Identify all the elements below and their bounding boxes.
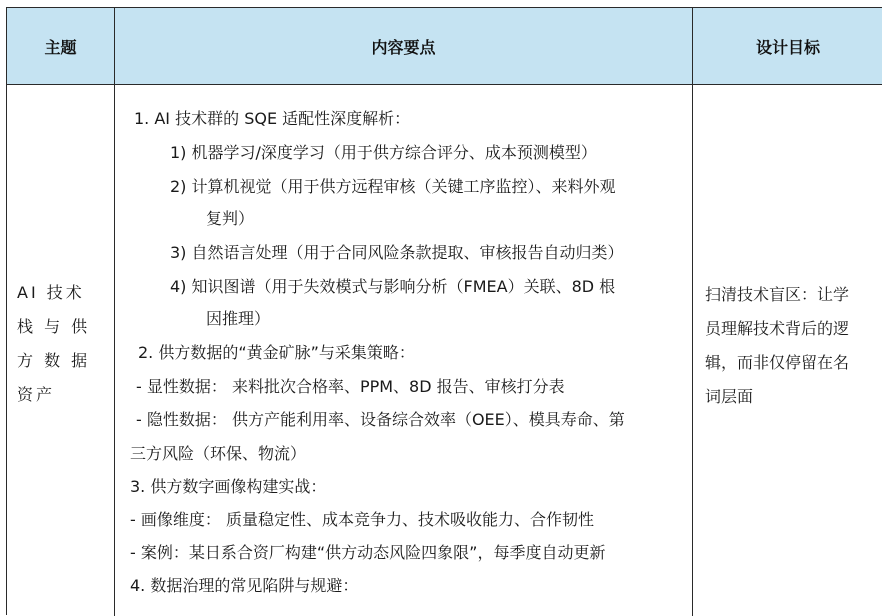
content-line: 4) 知识图谱（用于失效模式与影响分析（FMEA）关联、8D 根 (170, 277, 616, 296)
goal-line: 扫清技术盲区：让学 (705, 285, 850, 304)
content-line: 1. AI 技术群的 SQE 适配性深度解析： (134, 109, 411, 128)
content-line: 因推理） (206, 309, 271, 328)
content-line: 3. 供方数字画像构建实战： (130, 477, 327, 496)
goal-cell (705, 278, 880, 414)
content-line: - 案例：某日系合资厂构建“供方动态风险四象限”，每季度自动更新 (130, 543, 606, 562)
goal-line: 辑，而非仅停留在名 (705, 353, 850, 372)
topic-line: 方 数 据 (17, 351, 91, 370)
topic-line: AI 技术 (17, 283, 85, 302)
header-goal: 设计目标 (693, 8, 882, 85)
content-line: - 隐性数据： 供方产能利用率、设备综合效率（OEE）、模具寿命、第 (136, 410, 625, 429)
goal-line: 员理解技术背后的逻 (705, 319, 850, 338)
content-line: 复判） (206, 209, 255, 228)
content-line: 2. 供方数据的“黄金矿脉”与采集策略： (138, 343, 415, 362)
header-content: 内容要点 (114, 8, 693, 85)
column-divider (692, 8, 693, 616)
content-line: 3) 自然语言处理（用于合同风险条款提取、审核报告自动归类） (170, 243, 624, 262)
content-line: 三方风险（环保、物流） (130, 444, 307, 463)
header-topic: 主题 (7, 8, 114, 85)
goal-line: 词层面 (705, 387, 754, 406)
content-line: 1) 机器学习/深度学习（用于供方综合评分、成本预测模型） (170, 143, 597, 162)
content-line: 4. 数据治理的常见陷阱与规避： (130, 576, 359, 595)
content-line: - 画像维度： 质量稳定性、成本竞争力、技术吸收能力、合作韧性 (130, 510, 594, 529)
column-divider (114, 8, 115, 616)
topic-line: 栈 与 供 (17, 317, 91, 336)
content-line: - 显性数据： 来料批次合格率、PPM、8D 报告、审核打分表 (136, 377, 565, 396)
topic-line: 资产 (17, 385, 56, 404)
topic-cell (17, 276, 97, 412)
content-line: 2) 计算机视觉（用于供方远程审核（关键工序监控）、来料外观 (170, 177, 616, 196)
